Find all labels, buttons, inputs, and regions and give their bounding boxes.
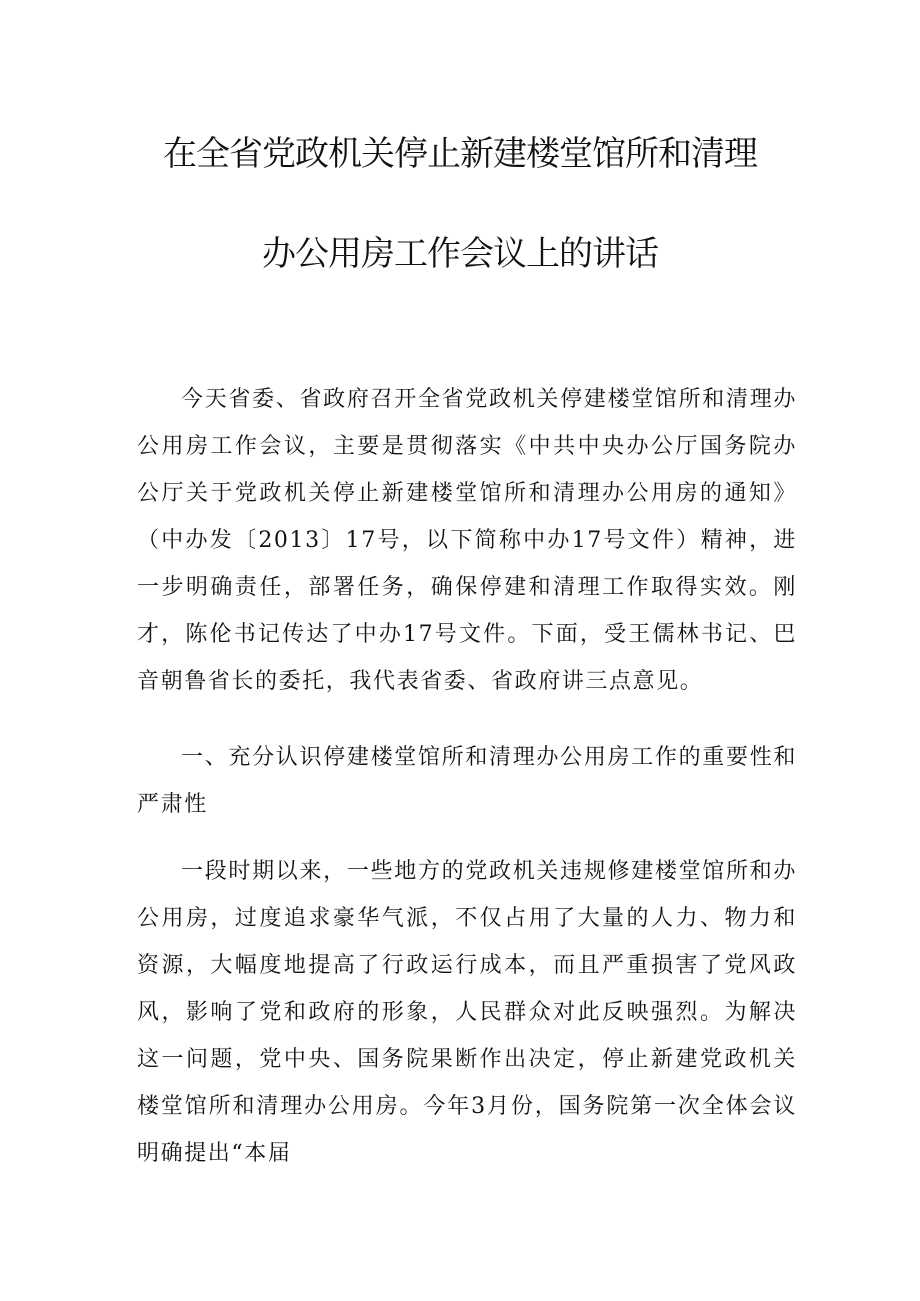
document-title-line-1: 在全省党政机关停止新建楼堂馆所和清理	[163, 134, 757, 174]
body-paragraph-intro	[137, 376, 797, 705]
section-heading-text: 一、充分认识停建楼堂馆所和清理办公用房工作的重要性和严肃性	[137, 745, 797, 817]
paragraph-text: 今天省委、省政府召开全省党政机关停建楼堂馆所和清理办公用房工作会议，主要是贯彻落实《中共中央办公厅国务院办公厅关于党政机关停止新建楼堂馆所和清理办公用房的通知》（中办发〔2013〕17号，以下简称中办17号文件）精神，进一步明确责任，部署任务，确保停建和清理工作取得实效。刚才，陈伦书记传达了中办17号文件。下面，受王儒林书记、巴音朝鲁省长的委托，我代表省委、省政府讲三点意见。	[137, 387, 797, 694]
body-paragraph-section-1	[137, 848, 797, 1177]
document-title-line-2: 办公用房工作会议上的讲话	[262, 234, 658, 274]
section-heading-1	[137, 734, 797, 828]
paragraph-text: 一段时期以来，一些地方的党政机关违规修建楼堂馆所和办公用房，过度追求豪华气派，不仅占用了大量的人力、物力和资源，大幅度地提高了行政运行成本，而且严重损害了党风政风，影响了党和政府的形象，人民群众对此反映强烈。为解决这一问题，党中央、国务院果断作出决定，停止新建党政机关楼堂馆所和清理办公用房。今年3月份，国务院第一次全体会议明确提出“本届	[137, 859, 797, 1166]
